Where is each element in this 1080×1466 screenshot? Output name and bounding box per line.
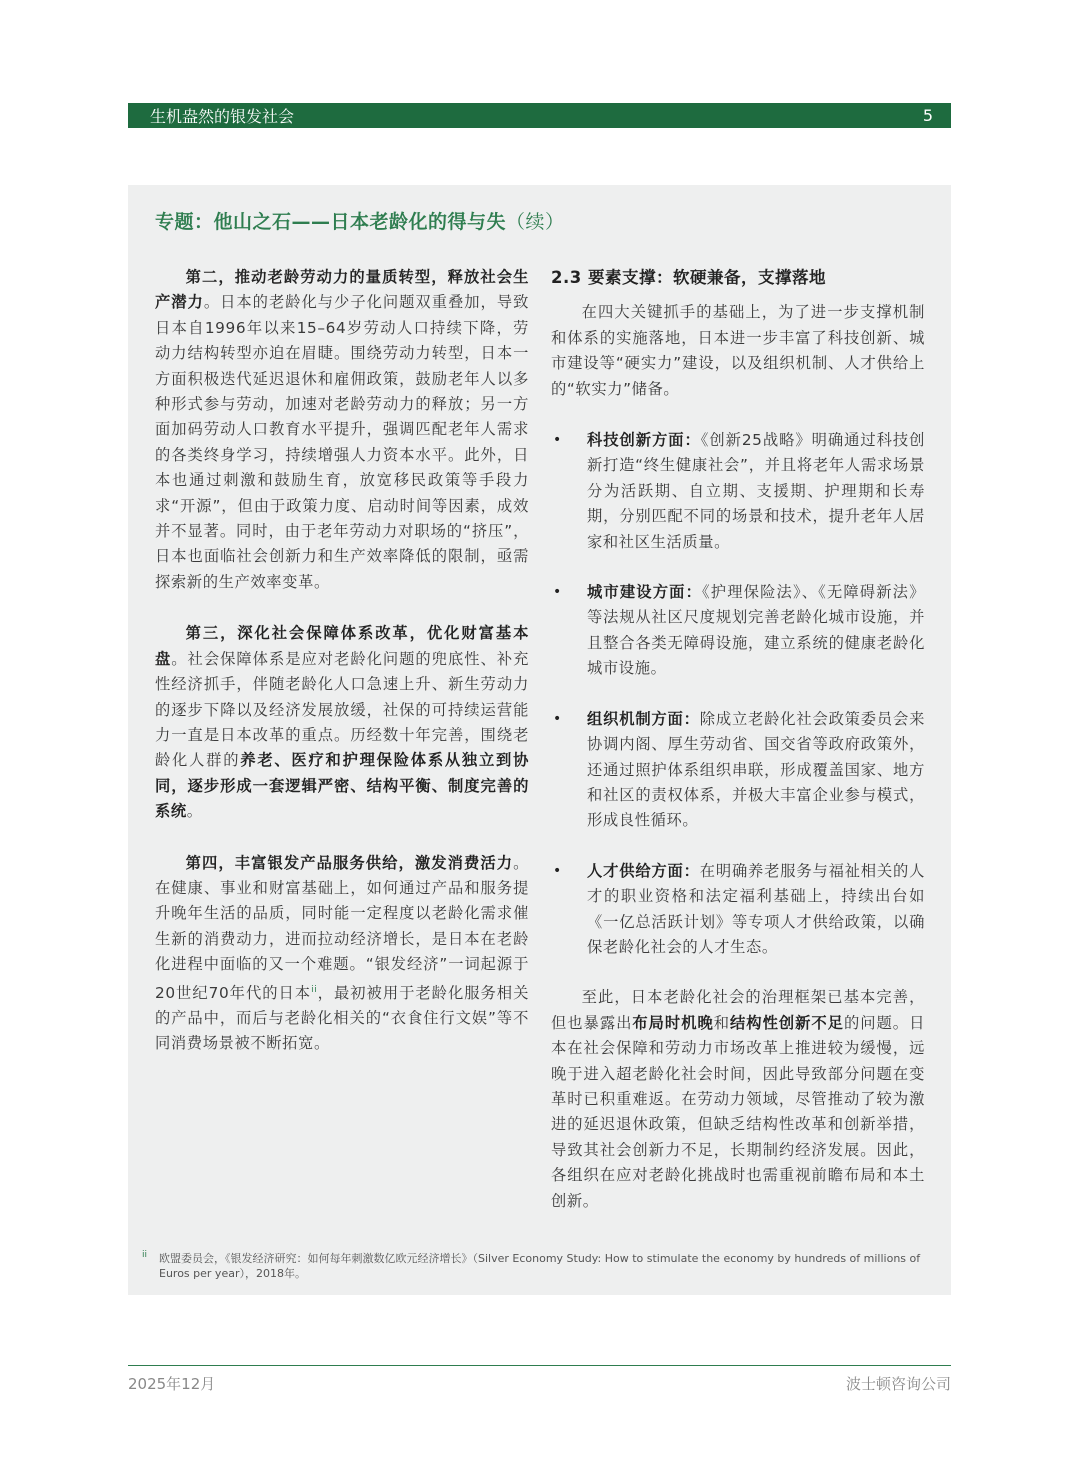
bullet-heading: 人才供给方面： xyxy=(587,861,700,880)
bullet-text: 除成立老龄化社会政策委员会来协调内阁、厚生劳动省、国交省等政府政策外，还通过照护体系组织串联，形成覆盖国家、地方和社区的责权体系，并极大丰富企业参与模式，形成良性循环。 xyxy=(587,709,925,830)
paragraph-heading: 第三，深化社会保障体系改革，优化财富基本盘 xyxy=(155,624,529,668)
feature-box xyxy=(128,185,951,1295)
footnote-reference[interactable]: ii xyxy=(311,984,318,995)
left-column xyxy=(155,265,529,1083)
bullet-icon: • xyxy=(553,710,562,727)
list-item xyxy=(551,428,925,555)
paragraph-social-security xyxy=(155,621,529,824)
paragraph-text: 。在健康、事业和财富基础上，如何通过产品和服务提升晚年生活的品质，同时能一定程度以老龄化需求催生新的消费动力，进而拉动经济增长，是日本在老龄化进程中面临的又一个难题。“银发经济”一词起源于20世纪70年代的日本 xyxy=(155,853,529,1002)
paragraph-heading: 第四，丰富银发产品服务供给，激发消费活力 xyxy=(185,853,514,872)
paragraph-text: 。社会保障体系是应对老龄化问题的兜底性、补充性经济抓手，伴随老龄化人口急速上升、新生劳动力的逐步下降以及经济发展放缓，社保的可持续运营能力一直是日本改革的重点。历经数十年完善，围绕老龄化人群的 xyxy=(155,649,529,770)
footnote-marker: ii xyxy=(142,1250,148,1260)
footnote-text: 欧盟委员会，《银发经济研究：如何每年刺激数亿欧元经济增长》（Silver Economy Study: How to stimulate the economy by hundreds of millions of Euros per year），2018年。 xyxy=(159,1252,921,1280)
list-item xyxy=(551,707,925,834)
paragraph-text: 。日本的老龄化与少子化问题双重叠加，导致日本自1996年以来15–64岁劳动人口持续下降，劳动力结构转型亦迫在眉睫。围绕劳动力转型，日本一方面积极迭代延迟退休和雇佣政策，鼓励老年人以多种形式参与劳动，加速对老龄劳动力的释放；另一方面加码劳动人口教育水平提升，强调匹配老年人需求的各类终身学习，持续增强人力资本水平。此外，日本也通过刺激和鼓励生育，放宽移民政策等手段力求“开源”，但由于政策力度、启动时间等因素，成效并不显著。同时，由于老年劳动力对职场的“挤压”，日本也面临社会创新力和生产效率降低的限制，亟需探索新的生产效率变革。 xyxy=(155,293,529,591)
bullet-icon: • xyxy=(553,862,562,879)
page-number: 5 xyxy=(922,106,933,125)
footnote xyxy=(142,1251,932,1281)
footer-divider xyxy=(128,1365,951,1366)
box-title-continued: （续） xyxy=(506,211,565,233)
paragraph-text: 。 xyxy=(186,802,203,821)
paragraph-emphasis: 结构性创新不足 xyxy=(730,1013,844,1032)
conclusion-paragraph xyxy=(551,985,925,1214)
bullet-heading: 科技创新方面： xyxy=(587,431,701,450)
header-bar xyxy=(128,103,951,128)
paragraph-text: ，最初被用于老龄化服务相关的产品中，而后与老龄化相关的“衣食住行文娱”等不同消费场景被不断拓宽。 xyxy=(155,983,529,1053)
report-title: 生机盎然的银发社会 xyxy=(150,107,295,126)
section-title: 2.3 要素支撑：软硬兼备，支撑落地 xyxy=(551,268,826,287)
box-title xyxy=(155,207,565,234)
box-title-main: 专题：他山之石——日本老龄化的得与失 xyxy=(155,211,507,233)
bullet-text: 在明确养老服务与福祉相关的人才的职业资格和法定福利基础上，持续出台如《一亿总活跃计划》等专项人才供给政策，以确保老龄化社会的人才生态。 xyxy=(587,861,925,956)
footer-company: 波士顿咨询公司 xyxy=(845,1375,951,1393)
bullet-heading: 组织机制方面： xyxy=(587,709,700,728)
paragraph-labor xyxy=(155,265,529,595)
paragraph-silver-economy xyxy=(155,851,529,1057)
bullet-heading: 城市建设方面： xyxy=(587,583,703,602)
right-column xyxy=(551,265,925,1240)
intro-paragraph: 在四大关键抓手的基础上，为了进一步支撑机制和体系的实施落地，日本进一步丰富了科技创新、城市建设等“硬实力”建设，以及组织机制、人才供给上的“软实力”储备。 xyxy=(551,303,925,398)
bullet-icon: • xyxy=(553,432,562,449)
bullet-list xyxy=(551,428,925,960)
paragraph-text: 和 xyxy=(713,1013,731,1032)
footer-date: 2025年12月 xyxy=(128,1375,216,1393)
paragraph-text: 至此，日本老龄化社会的治理框架已基本完善，但也暴露出 xyxy=(551,988,925,1032)
list-item xyxy=(551,859,925,961)
paragraph-heading: 第二，推动老龄劳动力的量质转型，释放社会生产潜力 xyxy=(155,268,529,312)
paragraph-emphasis: 养老、医疗和护理保险体系从独立到协同，逐步形成一套逻辑严密、结构平衡、制度完善的系统 xyxy=(155,751,529,821)
bullet-icon: • xyxy=(553,584,562,601)
bullet-text: 《护理保险法》、《无障碍新法》等法规从社区尺度规划完善老龄化城市设施，并且整合各类无障碍设施，建立系统的健康老龄化城市设施。 xyxy=(587,583,925,678)
list-item xyxy=(551,580,925,682)
paragraph-emphasis: 布局时机晚 xyxy=(632,1013,714,1032)
paragraph-text: 的问题。日本在社会保障和劳动力市场改革上推进较为缓慢，远晚于进入超老龄化社会时间，因此导致部分问题在变革时已积重难返。在劳动力领域，尽管推动了较为激进的延迟退休政策，但缺乏结构性改革和创新举措，导致其社会创新力不足，长期制约经济发展。因此，各组织在应对老龄化挑战时也需重视前瞻布局和本土创新。 xyxy=(551,1013,925,1210)
bullet-text: 《创新25战略》明确通过科技创新打造“终生健康社会”，并且将老年人需求场景分为活跃期、自立期、支援期、护理期和长寿期，分别匹配不同的场景和技术，提升老年人居家和社区生活质量。 xyxy=(587,431,925,551)
